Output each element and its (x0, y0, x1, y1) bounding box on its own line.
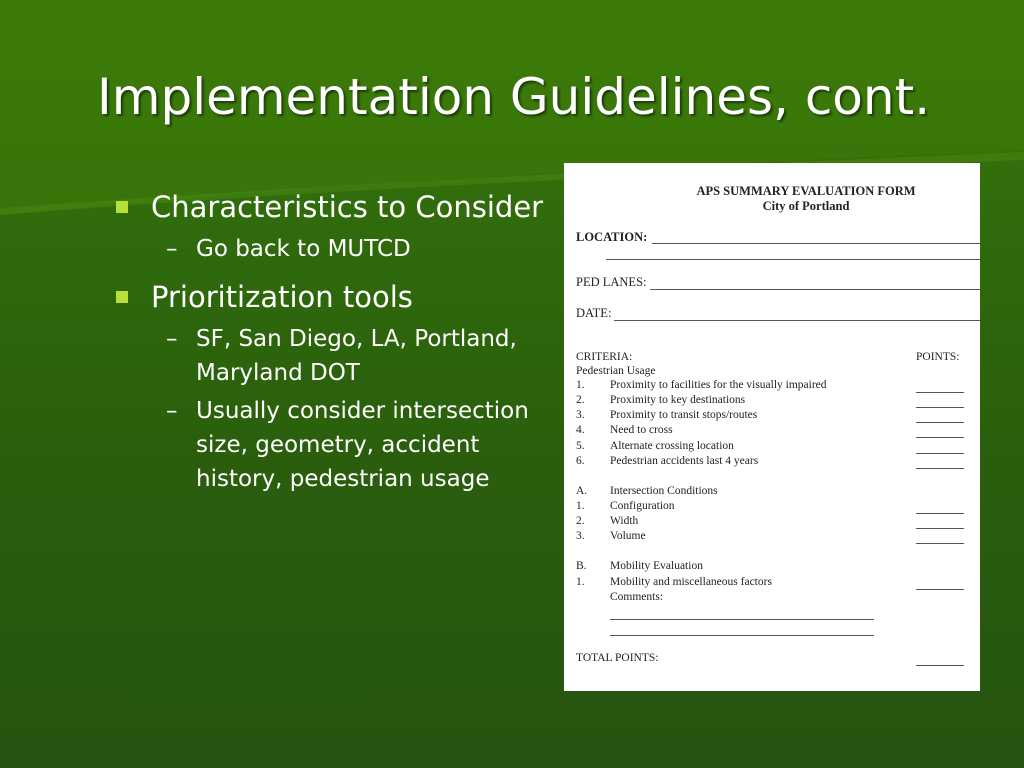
criteria-item: Alternate crossing location (610, 440, 734, 452)
criteria-label: CRITERIA: (576, 351, 633, 363)
criteria-number: 2. (576, 515, 585, 527)
section-letter: B. (576, 560, 587, 572)
criteria-number: 3. (576, 530, 585, 542)
bullet-text: Prioritization tools (151, 280, 413, 314)
ped-lanes-line (650, 289, 980, 290)
location-line-2 (606, 259, 980, 260)
points-blank (916, 392, 964, 393)
criteria-item: Configuration (610, 500, 675, 512)
criteria-item: Mobility and miscellaneous factors (610, 576, 772, 588)
bullet-item (110, 278, 550, 316)
location-line (652, 243, 980, 244)
sub-bullet-item (110, 322, 550, 390)
criteria-number: 6. (576, 455, 585, 467)
points-blank (916, 437, 964, 438)
points-blank (916, 453, 964, 454)
section-title: Mobility Evaluation (610, 560, 703, 572)
location-label: LOCATION: (576, 230, 648, 244)
criteria-number: 2. (576, 394, 585, 406)
criteria-item: Proximity to facilities for the visually impaired (610, 379, 827, 391)
section-letter: A. (576, 485, 588, 497)
slide-title: Implementation Guidelines, cont. (97, 68, 931, 126)
criteria-item: Proximity to transit stops/routes (610, 409, 758, 421)
ped-lanes-label: PED LANES: (576, 275, 647, 289)
points-blank (916, 513, 964, 514)
points-blank (916, 468, 964, 469)
square-bullet-icon (116, 201, 128, 213)
evaluation-form-image (564, 163, 980, 691)
sub-bullet-item (110, 232, 550, 266)
criteria-number: 4. (576, 424, 585, 436)
section-title: Intersection Conditions (610, 485, 718, 497)
comments-line (610, 635, 874, 636)
total-points-blank (916, 665, 964, 666)
criteria-item: Pedestrian accidents last 4 years (610, 455, 759, 467)
criteria-item: Need to cross (610, 424, 673, 436)
criteria-number: 1. (576, 500, 585, 512)
bullet-list (110, 188, 550, 500)
bullet-item (110, 188, 550, 226)
square-bullet-icon (116, 291, 128, 303)
points-blank (916, 528, 964, 529)
points-label: POINTS: (916, 351, 960, 363)
sub-bullet-item (110, 394, 550, 496)
bullet-text: Characteristics to Consider (151, 190, 544, 224)
dash-bullet-icon: – (166, 236, 178, 262)
sub-bullet-text: Usually consider intersection size, geometry, accident history, pedestrian usage (196, 398, 529, 492)
form-header (564, 183, 980, 214)
form-subtitle: City of Portland (762, 199, 850, 213)
sub-bullet-text: SF, San Diego, LA, Portland, Maryland DOT (196, 326, 517, 386)
points-blank (916, 589, 964, 590)
comments-label: Comments: (610, 591, 664, 603)
sub-bullet-text: Go back to MUTCD (196, 236, 411, 262)
date-line (614, 320, 980, 321)
criteria-number: 1. (576, 379, 585, 391)
dash-bullet-icon: – (166, 398, 178, 424)
pedestrian-usage-label: Pedestrian Usage (576, 365, 656, 377)
points-blank (916, 543, 964, 544)
dash-bullet-icon: – (166, 326, 178, 352)
criteria-number: 5. (576, 440, 585, 452)
date-label: DATE: (576, 306, 612, 320)
form-title: APS SUMMARY EVALUATION FORM (696, 184, 916, 198)
points-blank (916, 422, 964, 423)
criteria-item: Volume (610, 530, 646, 542)
total-points-label: TOTAL POINTS: (576, 652, 659, 664)
comments-line (610, 619, 874, 620)
criteria-number: 1. (576, 576, 585, 588)
points-blank (916, 407, 964, 408)
criteria-item: Proximity to key destinations (610, 394, 746, 406)
criteria-number: 3. (576, 409, 585, 421)
criteria-item: Width (610, 515, 639, 527)
